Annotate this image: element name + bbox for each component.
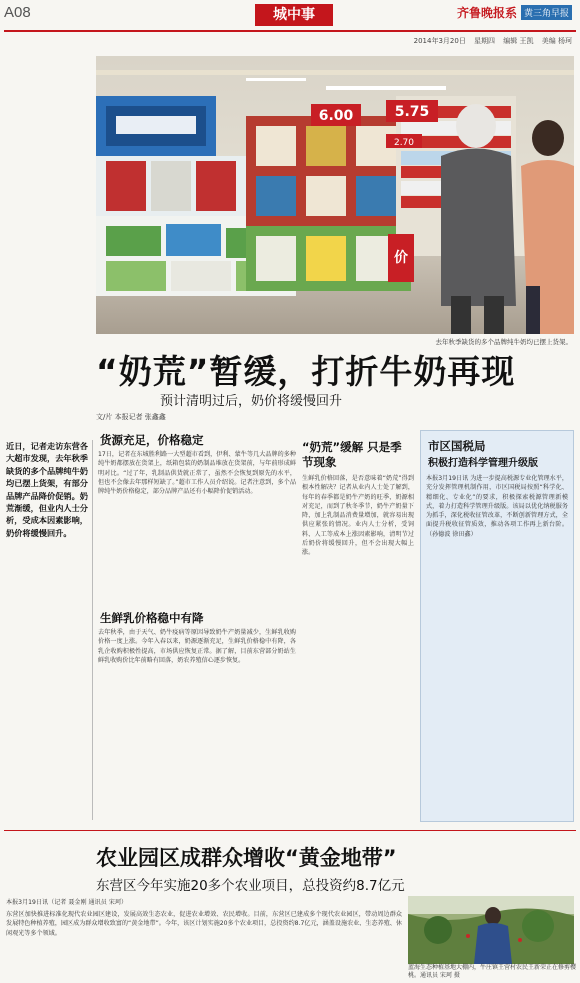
section-tab: 城中事 xyxy=(255,4,333,26)
photo-caption: 去年秋季缺货的多个品牌纯牛奶均已摆上货架。 xyxy=(435,338,572,346)
price-tag-3: 2.70 xyxy=(393,138,415,148)
dateline xyxy=(408,36,572,46)
byline-2: 本报3月19日讯（记者 聂金刚 通讯员 宋珂） xyxy=(6,899,128,906)
section-body-supply: 17日，记者在东城胜利路一大型超市看到，伊利、蒙牛等几大品牌的多种纯牛奶都摆放在货架上，纸箱包装的奶制品堆放在货架前，与年前形成鲜明对比。“过了年，乳制品供货就正常了，虽然不会恢复到原先的水平，但也不会像去年那样短缺了。”超市工作人员介绍说。记者注意到，多个品牌纯牛奶价格稳定，部分品牌产品还有小幅降价促销活动。 xyxy=(98,451,296,496)
greenhouse-photo xyxy=(408,896,574,964)
subheadline-2: 东营区今年实施20多个农业项目，总投资约8.7亿元 xyxy=(96,878,405,894)
sidebar-body: 本报3月19日讯 为进一步提高税源专业化管理水平，充分发挥管理机制作用，市区国税局按照“科学化、精细化、专业化”的要求，积极探索税源管理新模式，着力打造科学管理升级版。该局以优化纳税服务为抓手，深化税收征管改革，不断创新管理方式，全面提升税收征管质效，推动各项工作再上新台阶。（孙德波 徐田鑫） xyxy=(426,475,568,538)
lead-paragraph: 近日，记者走访东营各大超市发现，去年秋季缺货的多个品牌纯牛奶均已摆上货架，有部分品牌产品降价促销。奶荒渐缓，但业内人士分析，受成本因素影响，奶价将缓慢回升。 xyxy=(6,441,88,538)
subheadline: 预计清明过后，奶价将缓慢回升 xyxy=(160,394,343,409)
price-tag-2: 5.75 xyxy=(394,104,430,120)
brand-tag: 黄三角早报 xyxy=(521,5,572,20)
date: 2014年3月20日 xyxy=(413,37,466,45)
milk-aisle-photo xyxy=(96,56,574,334)
sidebar-title-2: 积极打造科学管理升级版 xyxy=(428,458,538,469)
section-rule xyxy=(4,830,576,831)
byline: 文/片 本报记者 张鑫鑫 xyxy=(96,413,166,421)
column2-title: “奶荒”缓解 只是季节现象 xyxy=(302,440,402,469)
photo-caption-2: 蓝海生态种植基地大棚内，牛庄镇王营村农民王新荣正在修剪樱桃。通讯员 宋珂 摄 xyxy=(408,964,577,979)
column2-body: 生鲜乳价格回落，是否意味着“奶荒”得到根本性解决？记者从业内人士处了解到，每年的春季都是奶牛产奶的旺季，奶源相对充足，而到了秋冬季节，奶牛产奶量下降，加上乳制品消费量增加，就容易出现供应紧张的情况。业内人士分析，受饲料、人工等成本上涨因素影响，清明节过后奶价将缓慢回升，但不会出现大幅上涨。 xyxy=(302,475,414,557)
price-tag-4: 价 xyxy=(394,250,408,266)
column-divider xyxy=(92,440,93,820)
brand-logo: 齐鲁晚报系 xyxy=(456,6,517,20)
headline: “奶荒”暂缓，打折牛奶再现 xyxy=(96,352,516,391)
price-tag-1: 6.00 xyxy=(318,108,354,124)
header-rule xyxy=(4,30,576,32)
page-number: A08 xyxy=(4,4,31,21)
weekday: 星期四 xyxy=(474,37,496,45)
section-body-price: 去年秋季，由于天气、奶牛疫病等原因导致奶牛产奶量减少，生鲜乳收购价格一度上涨。今年入春以来，奶源逐渐充足，生鲜乳价格稳中有降，各乳企收购积极性提高，市场供应恢复正常。据了解，目前东营部分奶站生鲜乳收购价比年前略有回落，奶农养殖信心逐步恢复。 xyxy=(98,629,296,664)
brand xyxy=(457,4,572,21)
editor: 编辑 王凯 xyxy=(503,37,534,45)
headline-2: 农业园区成群众增收“黄金地带” xyxy=(96,846,397,870)
section-title-supply: 货源充足，价格稳定 xyxy=(100,433,204,447)
section-title-price: 生鲜乳价格稳中有降 xyxy=(100,611,204,625)
article2-body: 东营区加快推进标准化现代农业园区建设，发展高效生态农业，促进农业增效、农民增收。目前，东营区已建成多个现代农业园区，带动周边群众发展特色种植养殖，园区成为群众增收致富的“黄金地带”。今年，该区计划实施20多个农业项目，总投资约8.7亿元，涵盖设施农业、生态养殖、休闲观光等多个领域。 xyxy=(6,911,402,937)
sidebar-title-1: 市区国税局 xyxy=(428,439,486,453)
designer: 美编 杨珂 xyxy=(541,37,572,45)
